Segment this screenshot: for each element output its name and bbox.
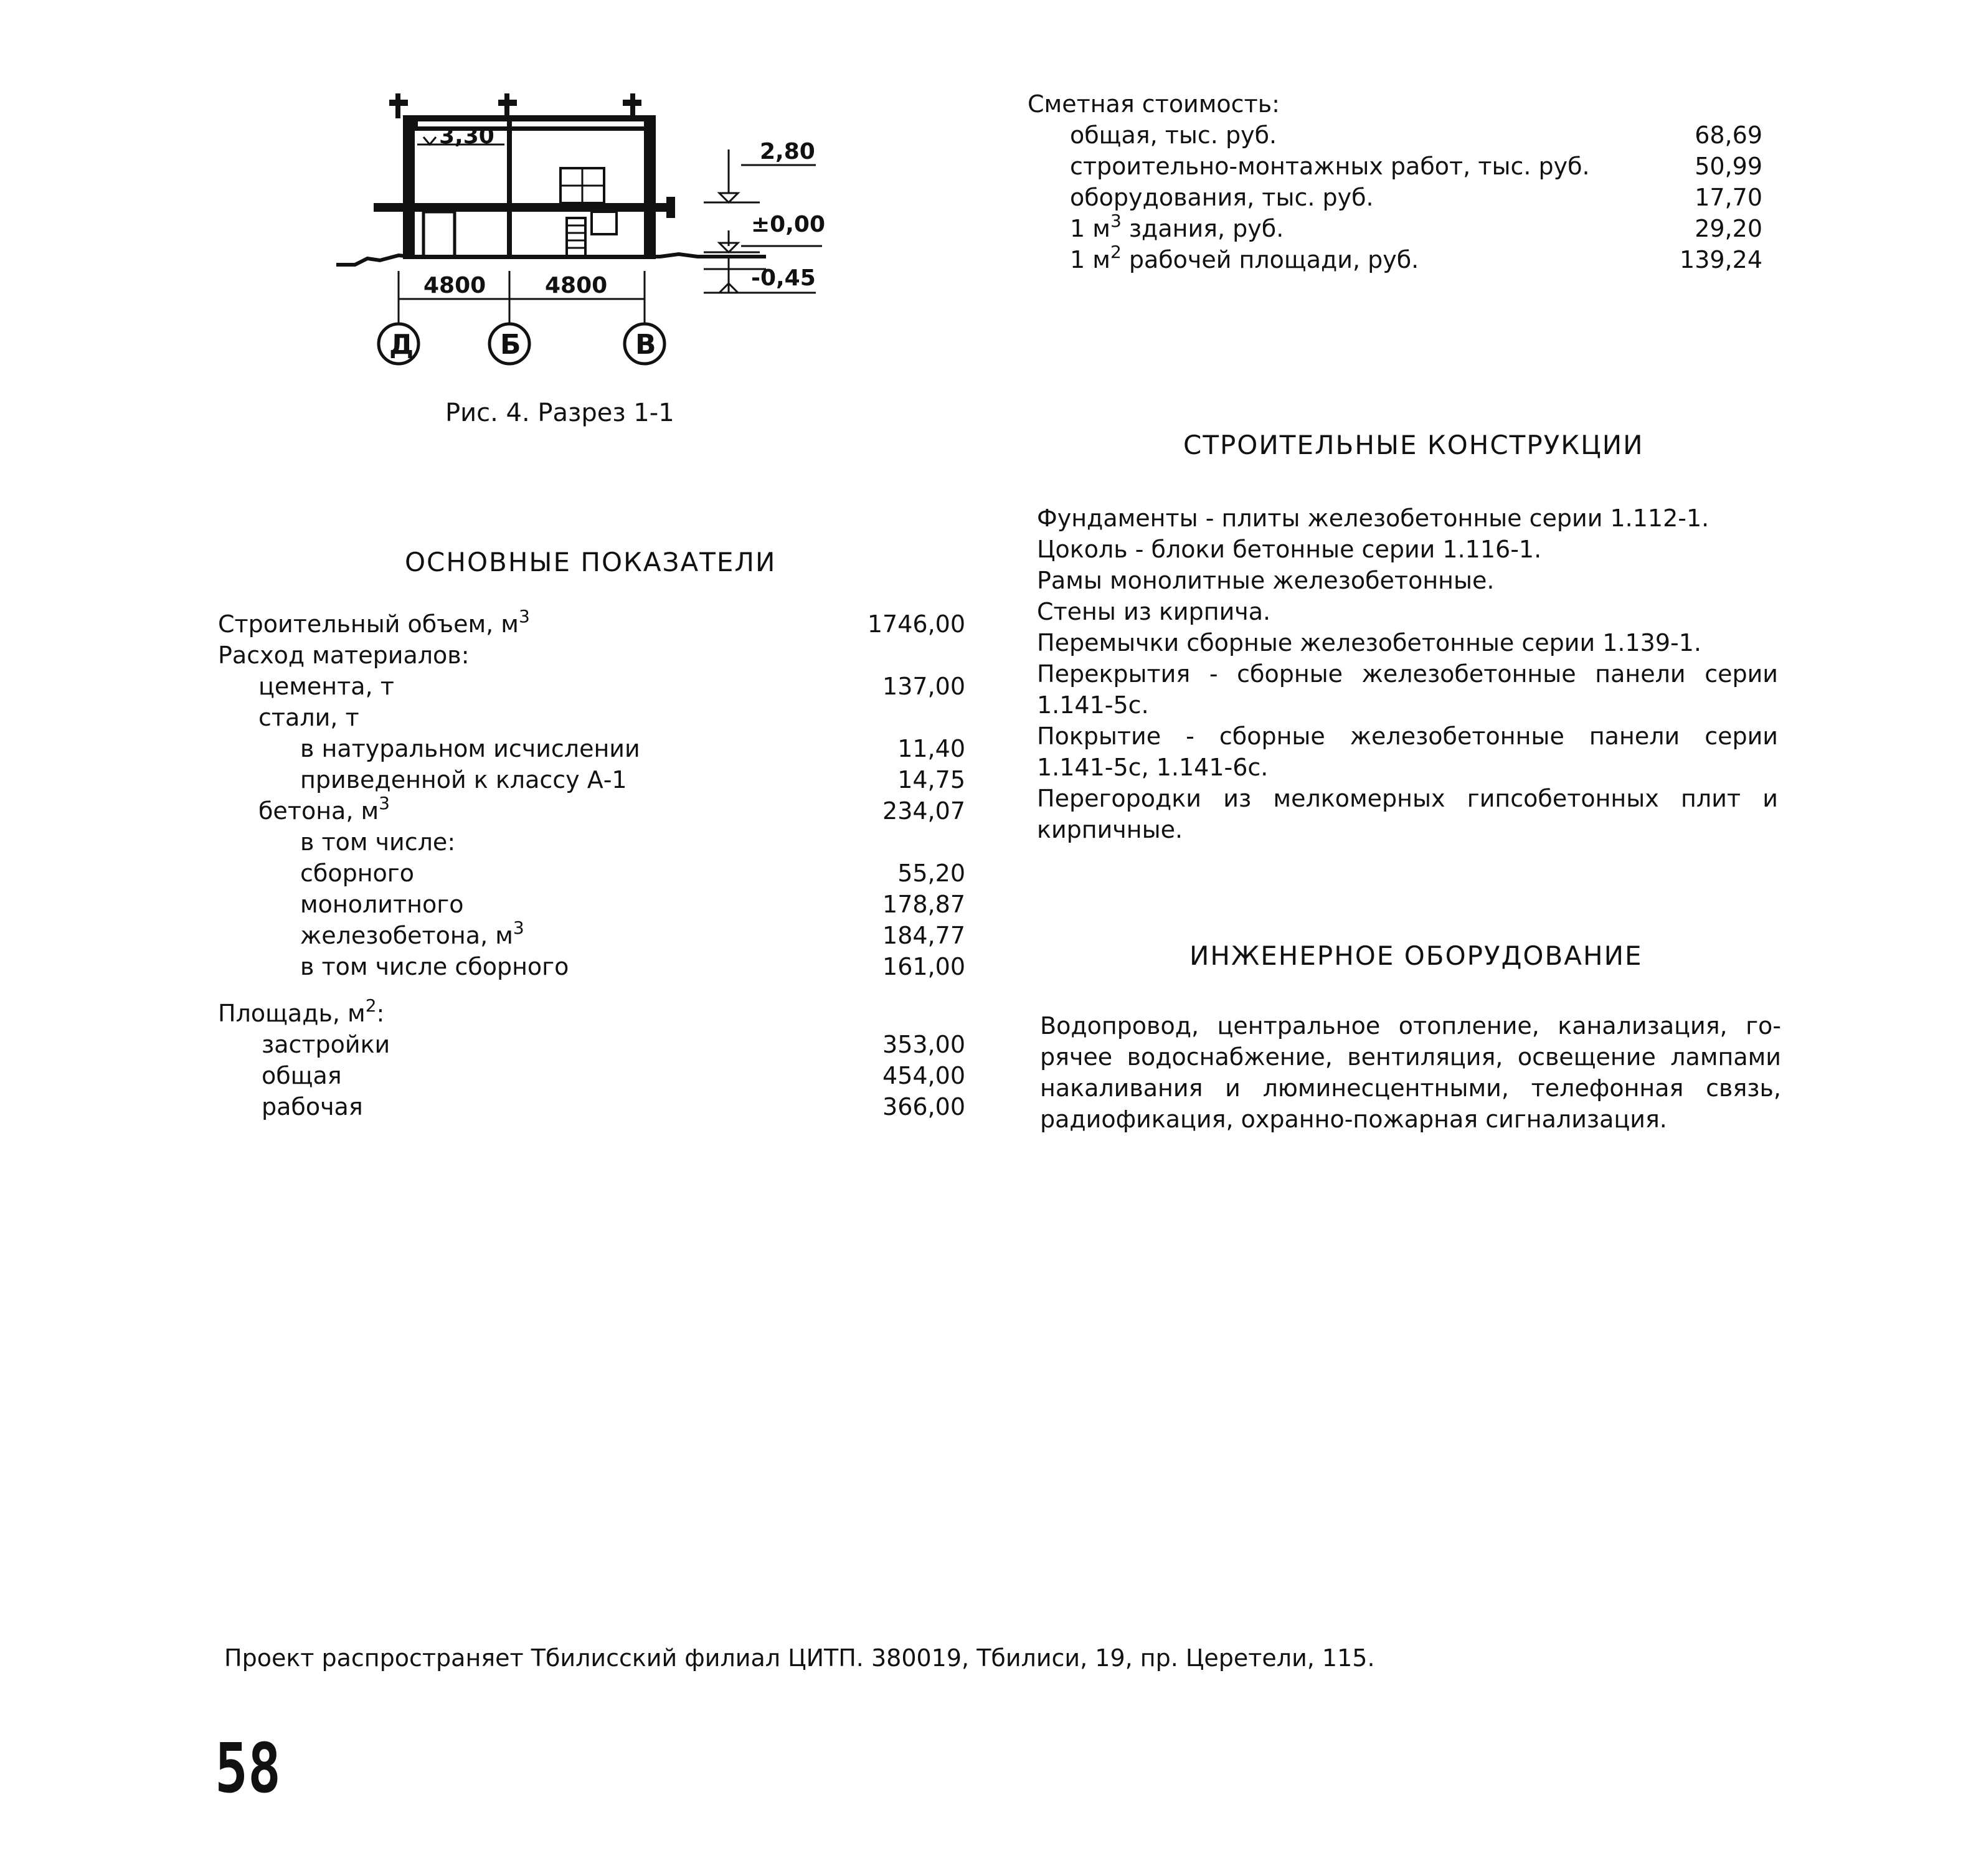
text-line: Покрытие - сборные железобетонные панели серии — [1037, 722, 1778, 750]
text-line: Рамы монолитные железобетонные. — [1037, 567, 1495, 594]
text-line: Стены из кирпича. — [1037, 598, 1271, 625]
indicator-row — [218, 891, 965, 922]
indicator-label: Строительный объем, $м^3$ — [218, 606, 530, 638]
indicator-row — [218, 704, 965, 735]
indicator-row — [218, 1093, 965, 1124]
cost-label: строительно-монтажных работ, тыс. руб. — [1070, 153, 1590, 180]
text-line: радиофикация, охранно-пожарная сигнализация. — [1040, 1106, 1667, 1133]
indicator-row — [218, 828, 965, 860]
cost-value: 68,69 — [1695, 121, 1762, 149]
indicator-value: 161,00 — [882, 953, 965, 980]
cost-row — [1028, 153, 1762, 184]
indicator-value: 353,00 — [882, 1031, 965, 1058]
indicator-row — [218, 673, 965, 704]
text-line: кирпичные. — [1037, 816, 1183, 843]
cost-row — [1028, 211, 1762, 246]
text-line: накаливания и люминесцентными, телефонная связь, — [1040, 1074, 1781, 1102]
level-zero-label: ±0,00 — [751, 212, 825, 237]
cost-title-text: Сметная стоимость: — [1028, 90, 1280, 118]
cost-value: 17,70 — [1695, 184, 1762, 211]
indicator-label: рабочая — [262, 1093, 363, 1120]
cost-row — [1028, 242, 1762, 277]
axis-label-1: Д — [389, 329, 414, 361]
text-line: 1.141-5с. — [1037, 691, 1149, 719]
text-line: рячее водоснабжение, вентиляция, освещение лампами — [1040, 1043, 1781, 1071]
cost-value: 29,20 — [1695, 215, 1762, 242]
constructions-heading: СТРОИТЕЛЬНЫЕ КОНСТРУКЦИИ — [1183, 430, 1644, 460]
indicator-value: 1746,00 — [867, 610, 965, 638]
indicator-label: Расход материалов: — [218, 642, 470, 669]
span-label-2: 4800 — [545, 273, 608, 298]
indicator-label: стали, т — [258, 704, 359, 731]
inner-height-label: 3,30 — [439, 123, 494, 149]
cost-title — [1028, 90, 1762, 121]
indicator-row — [218, 1031, 965, 1062]
text-line: Фундаменты - плиты железобетонные серии 1.112-1. — [1037, 505, 1709, 532]
indicator-label: в натуральном исчислении — [300, 735, 640, 762]
indicator-value: 234,07 — [882, 797, 965, 825]
text-line: Цоколь - блоки бетонные серии 1.116-1. — [1037, 536, 1542, 563]
indicator-row — [218, 766, 965, 797]
indicator-value: 14,75 — [897, 766, 965, 794]
cost-value: 139,24 — [1680, 246, 1762, 273]
indicator-label: Площадь, $м^2$: — [218, 995, 385, 1027]
cost-label: 1 $м^3$ здания, руб. — [1070, 211, 1284, 242]
cost-row — [1028, 184, 1762, 215]
indicator-row — [218, 606, 965, 642]
axis-label-2: Б — [500, 329, 521, 361]
section-drawing-svg — [330, 87, 841, 380]
indicator-value: 366,00 — [882, 1093, 965, 1120]
indicator-value: 11,40 — [897, 735, 965, 762]
level-bottom-label: -0,45 — [751, 265, 816, 291]
indicator-value: 137,00 — [882, 673, 965, 700]
text-line: Перегородки из мелкомерных гипсобетонных плит и — [1037, 785, 1778, 812]
indicator-label: общая — [262, 1062, 342, 1089]
span-label-1: 4800 — [423, 273, 486, 298]
distribution-note: Проект распространяет Тбилисский филиал ЦИТП. 380019, Тбилиси, 19, пр. Церетели, 115. — [224, 1644, 1375, 1672]
indicator-value: 55,20 — [897, 860, 965, 887]
indicator-value: 184,77 — [882, 922, 965, 949]
indicator-row — [218, 735, 965, 766]
engineering-heading: ИНЖЕНЕРНОЕ ОБОРУДОВАНИЕ — [1189, 940, 1643, 971]
cost-row — [1028, 121, 1762, 153]
text-line: 1.141-5с, 1.141-6с. — [1037, 754, 1269, 781]
cost-label: 1 $м^2$ рабочей площади, руб. — [1070, 242, 1419, 273]
text-line: Водопровод, центральное отопление, канализация, го- — [1040, 1012, 1781, 1040]
indicator-label: железобетона, $м^3$ — [300, 917, 524, 949]
page-number: 58 — [215, 1728, 281, 1808]
indicator-row — [218, 917, 965, 953]
indicator-row — [218, 1062, 965, 1093]
figure-caption: Рис. 4. Разрез 1-1 — [445, 399, 674, 427]
indicator-label: бетона, $м^3$ — [258, 793, 390, 825]
axis-label-3: В — [635, 329, 656, 361]
indicator-row — [218, 995, 965, 1031]
text-line: Перекрытия - сборные железобетонные панели серии — [1037, 660, 1778, 688]
indicator-row — [218, 793, 965, 828]
indicator-label: застройки — [262, 1031, 390, 1058]
section-drawing — [330, 87, 841, 380]
indicator-value: 454,00 — [882, 1062, 965, 1089]
indicator-label: приведенной к классу А-1 — [300, 766, 627, 794]
indicator-row — [218, 860, 965, 891]
indicator-label: цемента, т — [258, 673, 394, 700]
cost-value: 50,99 — [1695, 153, 1762, 180]
main-indicators-heading: ОСНОВНЫЕ ПОКАЗАТЕЛИ — [405, 547, 777, 577]
text-line: Перемычки сборные железобетонные серии 1.139-1. — [1037, 629, 1702, 656]
indicator-label: монолитного — [300, 891, 464, 918]
indicator-value: 178,87 — [882, 891, 965, 918]
indicator-label: сборного — [300, 860, 415, 887]
indicator-row — [218, 642, 965, 673]
level-top-label: 2,80 — [760, 139, 815, 164]
cost-label: оборудования, тыс. руб. — [1070, 184, 1374, 211]
indicator-row — [218, 953, 965, 984]
cost-label: общая, тыс. руб. — [1070, 121, 1277, 149]
indicator-label: в том числе сборного — [300, 953, 569, 980]
indicator-label: в том числе: — [300, 828, 456, 856]
